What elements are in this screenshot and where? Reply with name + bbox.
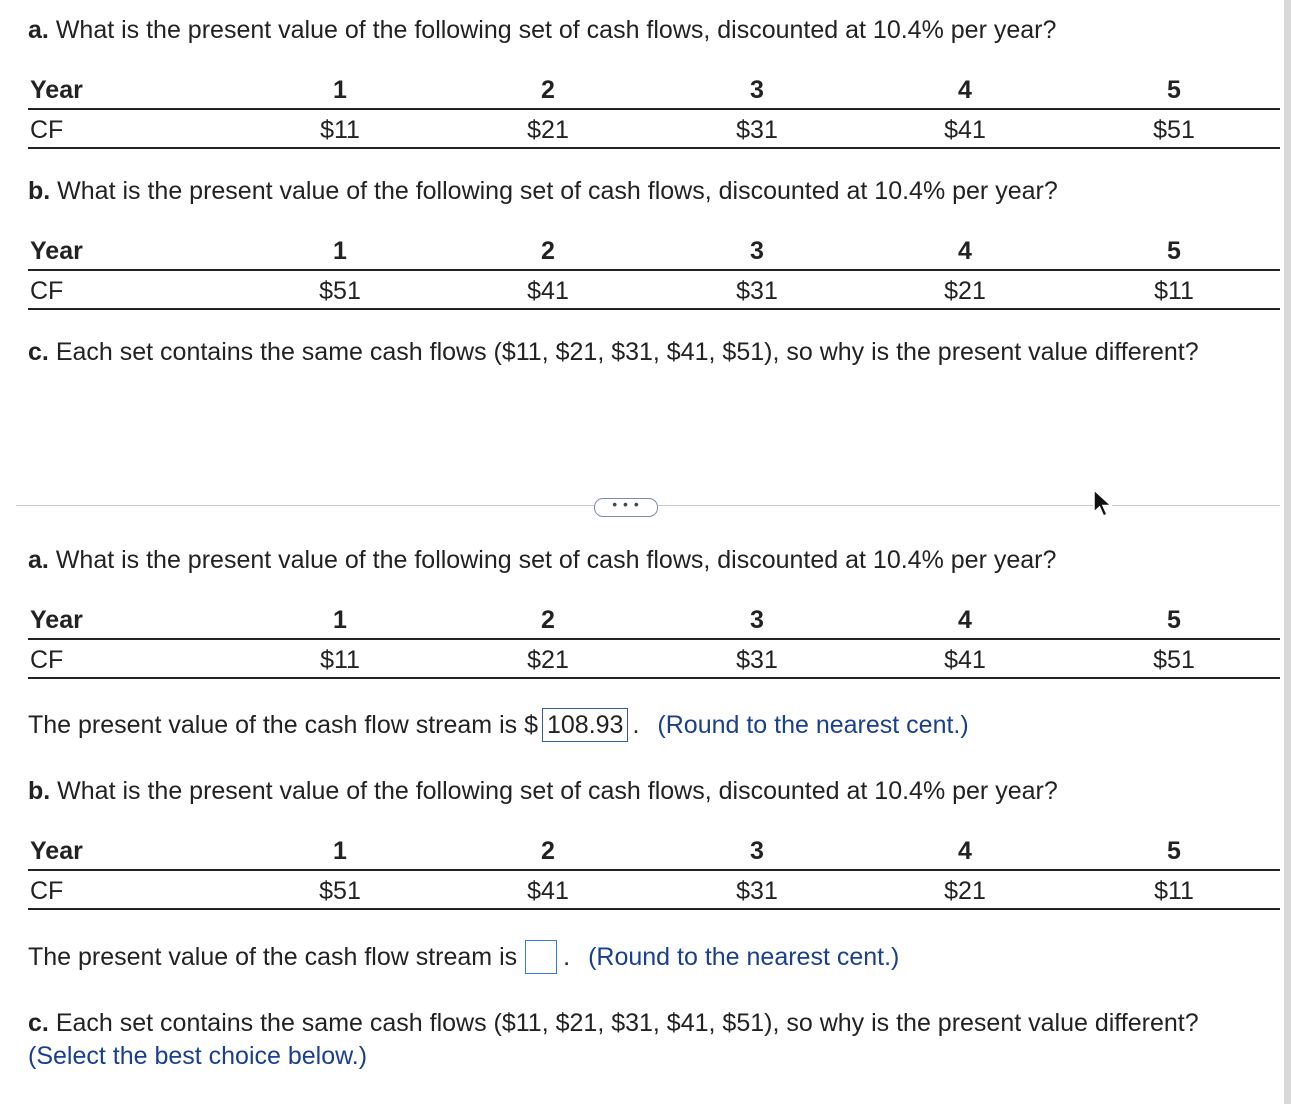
table-header-row: [28, 837, 1280, 873]
cf-cell: $51: [319, 277, 361, 305]
mouse-pointer-icon: [1091, 488, 1117, 525]
question-a-prefix: a.: [28, 16, 49, 44]
table-rule: [28, 869, 1280, 871]
table-rule: [28, 147, 1280, 149]
answer-b-line: [28, 940, 899, 974]
cf-cell: $51: [1153, 116, 1195, 144]
year-cell: 3: [750, 76, 764, 104]
round-hint: (Round to the nearest cent.): [588, 942, 900, 971]
select-choice-hint: (Select the best choice below.): [28, 1042, 368, 1070]
cf-cell: $51: [1153, 646, 1195, 674]
answer-b-prefix: The present value of the cash flow stream is: [28, 942, 518, 971]
table-rule: [28, 269, 1280, 271]
cf-cell: $21: [944, 277, 986, 305]
year-cell: 2: [541, 837, 555, 865]
table-rule: [28, 677, 1280, 679]
question-c: [28, 1009, 1199, 1038]
table-rule: [28, 108, 1280, 110]
year-label: Year: [30, 606, 83, 634]
year-label: Year: [30, 76, 83, 104]
cf-cell: $31: [736, 877, 778, 905]
answer-a-prefix: The present value of the cash flow stream is $: [28, 710, 538, 739]
year-cell: 1: [333, 76, 347, 104]
table-rule: [28, 638, 1280, 640]
cf-label: CF: [30, 877, 64, 905]
answer-b-input[interactable]: [525, 940, 557, 974]
table-header-row: [28, 237, 1280, 273]
scrollbar[interactable]: [1284, 0, 1291, 1104]
cf-cell: $11: [320, 116, 360, 144]
answer-a-line: [28, 708, 969, 742]
cf-cell: $21: [944, 877, 986, 905]
year-cell: 4: [958, 606, 972, 634]
year-cell: 5: [1167, 237, 1181, 265]
cf-cell: $41: [944, 646, 986, 674]
question-b-top: [28, 177, 1058, 206]
year-cell: 1: [333, 237, 347, 265]
year-cell: 4: [958, 837, 972, 865]
cf-cell: $41: [944, 116, 986, 144]
year-label: Year: [30, 837, 83, 865]
round-hint: (Round to the nearest cent.): [657, 710, 969, 739]
question-c-prefix: c.: [28, 338, 49, 366]
cf-cell: $11: [1154, 277, 1194, 305]
year-cell: 1: [333, 837, 347, 865]
cf-cell: $11: [1154, 877, 1194, 905]
question-c-text: Each set contains the same cash flows ($11, $21, $31, $41, $51), so why is the present value different?: [55, 338, 1199, 366]
year-cell: 5: [1167, 606, 1181, 634]
answer-a-input[interactable]: 108.93: [542, 708, 628, 742]
year-cell: 5: [1167, 837, 1181, 865]
cf-cell: $41: [527, 277, 569, 305]
question-c-prefix: c.: [28, 1009, 49, 1037]
cf-cell: $51: [319, 877, 361, 905]
year-cell: 3: [750, 237, 764, 265]
year-cell: 3: [750, 837, 764, 865]
cf-label: CF: [30, 277, 64, 305]
year-cell: 5: [1167, 76, 1181, 104]
question-a-prefix: a.: [28, 546, 49, 574]
question-c-text: Each set contains the same cash flows ($11, $21, $31, $41, $51), so why is the present value different?: [55, 1009, 1199, 1037]
table-rule: [28, 308, 1280, 310]
cf-cell: $31: [736, 277, 778, 305]
table-header-row: [28, 76, 1280, 112]
question-a-text: What is the present value of the following set of cash flows, discounted at 10.4% per year?: [55, 546, 1057, 574]
cf-cell: $11: [320, 646, 360, 674]
cf-cell: $31: [736, 646, 778, 674]
table-rule: [28, 908, 1280, 910]
year-label: Year: [30, 237, 83, 265]
question-b: [28, 777, 1058, 806]
question-b-prefix: b.: [28, 777, 51, 805]
question-c-top: [28, 338, 1199, 367]
cf-cell: $31: [736, 116, 778, 144]
question-b-text: What is the present value of the following set of cash flows, discounted at 10.4% per year?: [57, 777, 1058, 805]
question-a-top: [28, 16, 1056, 45]
table-header-row: [28, 606, 1280, 642]
year-cell: 4: [958, 76, 972, 104]
year-cell: 1: [333, 606, 347, 634]
question-b-text: What is the present value of the following set of cash flows, discounted at 10.4% per year?: [57, 177, 1058, 205]
year-cell: 2: [541, 237, 555, 265]
answer-a-suffix: .: [632, 710, 640, 739]
question-b-prefix: b.: [28, 177, 51, 205]
question-a-text: What is the present value of the following set of cash flows, discounted at 10.4% per year?: [55, 16, 1057, 44]
cf-label: CF: [30, 646, 64, 674]
question-a: [28, 546, 1056, 575]
cf-cell: $21: [527, 646, 569, 674]
cf-cell: $41: [527, 877, 569, 905]
cf-label: CF: [30, 116, 64, 144]
year-cell: 4: [958, 237, 972, 265]
year-cell: 2: [541, 606, 555, 634]
cf-cell: $21: [527, 116, 569, 144]
answer-b-suffix: .: [563, 942, 571, 971]
year-cell: 3: [750, 606, 764, 634]
year-cell: 2: [541, 76, 555, 104]
expand-ellipsis-button[interactable]: • • •: [594, 498, 658, 517]
